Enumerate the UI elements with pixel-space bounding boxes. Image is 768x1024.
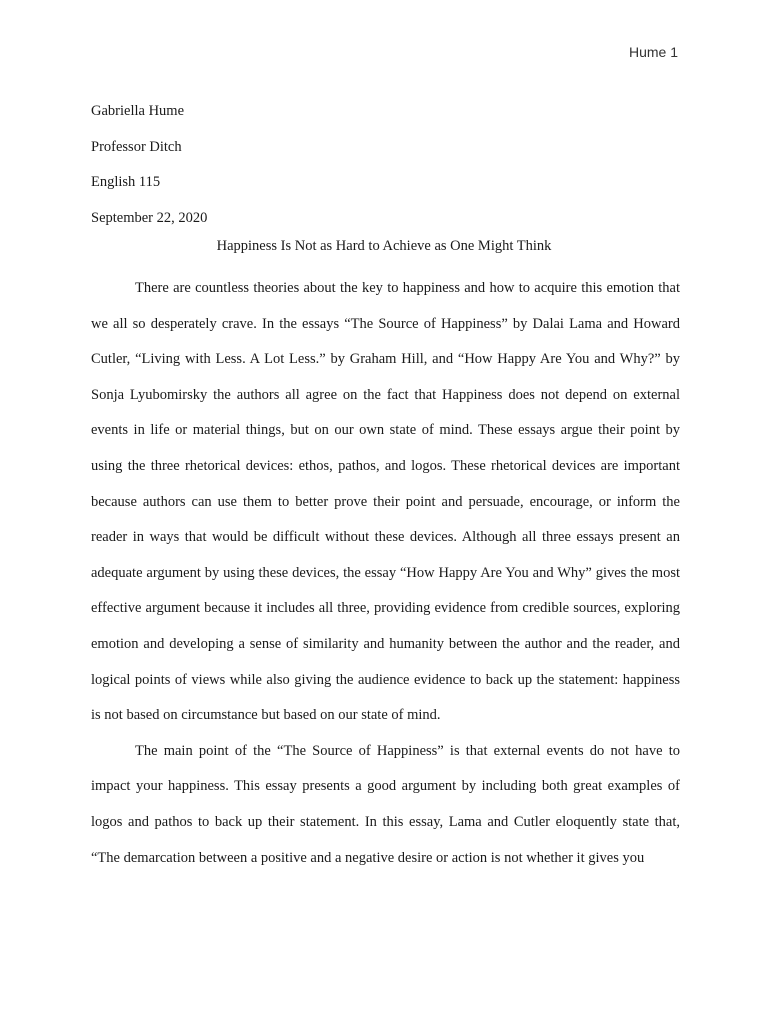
running-head: Hume 1 [628,44,678,60]
essay-title: Happiness Is Not as Hard to Achieve as One Might Think [216,238,552,254]
professor-name: Professor Ditch [91,138,182,155]
student-name: Gabriella Hume [91,103,185,119]
essay-date: September 22, 2020 [91,209,208,226]
mla-heading [91,94,691,236]
course-name: English 115 [91,174,161,191]
paragraph-1: There are countless theories about the key to happiness and how to acquire this emotion that we all so desperately crave. In the essays “The Source of Happiness” by Dalai Lama and Howard Cutler, “Living with Less. A Lot Less.” by Graham Hill, and “How Happy Are You and Why?” by Sonja Lyubomirsky the authors all agree on the fact that Happiness does not depend on external events in life or material things, but on our own state of mind. These essays argue their point by using the three rhetorical devices: ethos, pathos, and logos. These rhetorical devices are important because authors can use them to better prove their point and persuade, encourage, or inform the reader in ways that would be difficult without these devices. Although all three essays present an adequate argument by using these devices, the essay “How Happy Are You and Why” gives the most effective argument because it includes all three, providing evidence from credible sources, exploring emotion and developing a sense of similarity and humanity between the author and the reader, and logical points of views while also giving the audience evidence to back up the statement: happiness is not based on circumstance but based on our state of mind. [91,280,680,724]
paragraph-2: The main point of the “The Source of Happiness” is that external events do not have to impact your happiness. This essay presents a good argument by including both great examples of logos and pathos to back up their statement. In this essay, Lama and Cutler eloquently state that, “The demarcation between a positive and a negative desire or action is not whether it gives you [91,742,680,866]
essay-body [91,271,680,876]
